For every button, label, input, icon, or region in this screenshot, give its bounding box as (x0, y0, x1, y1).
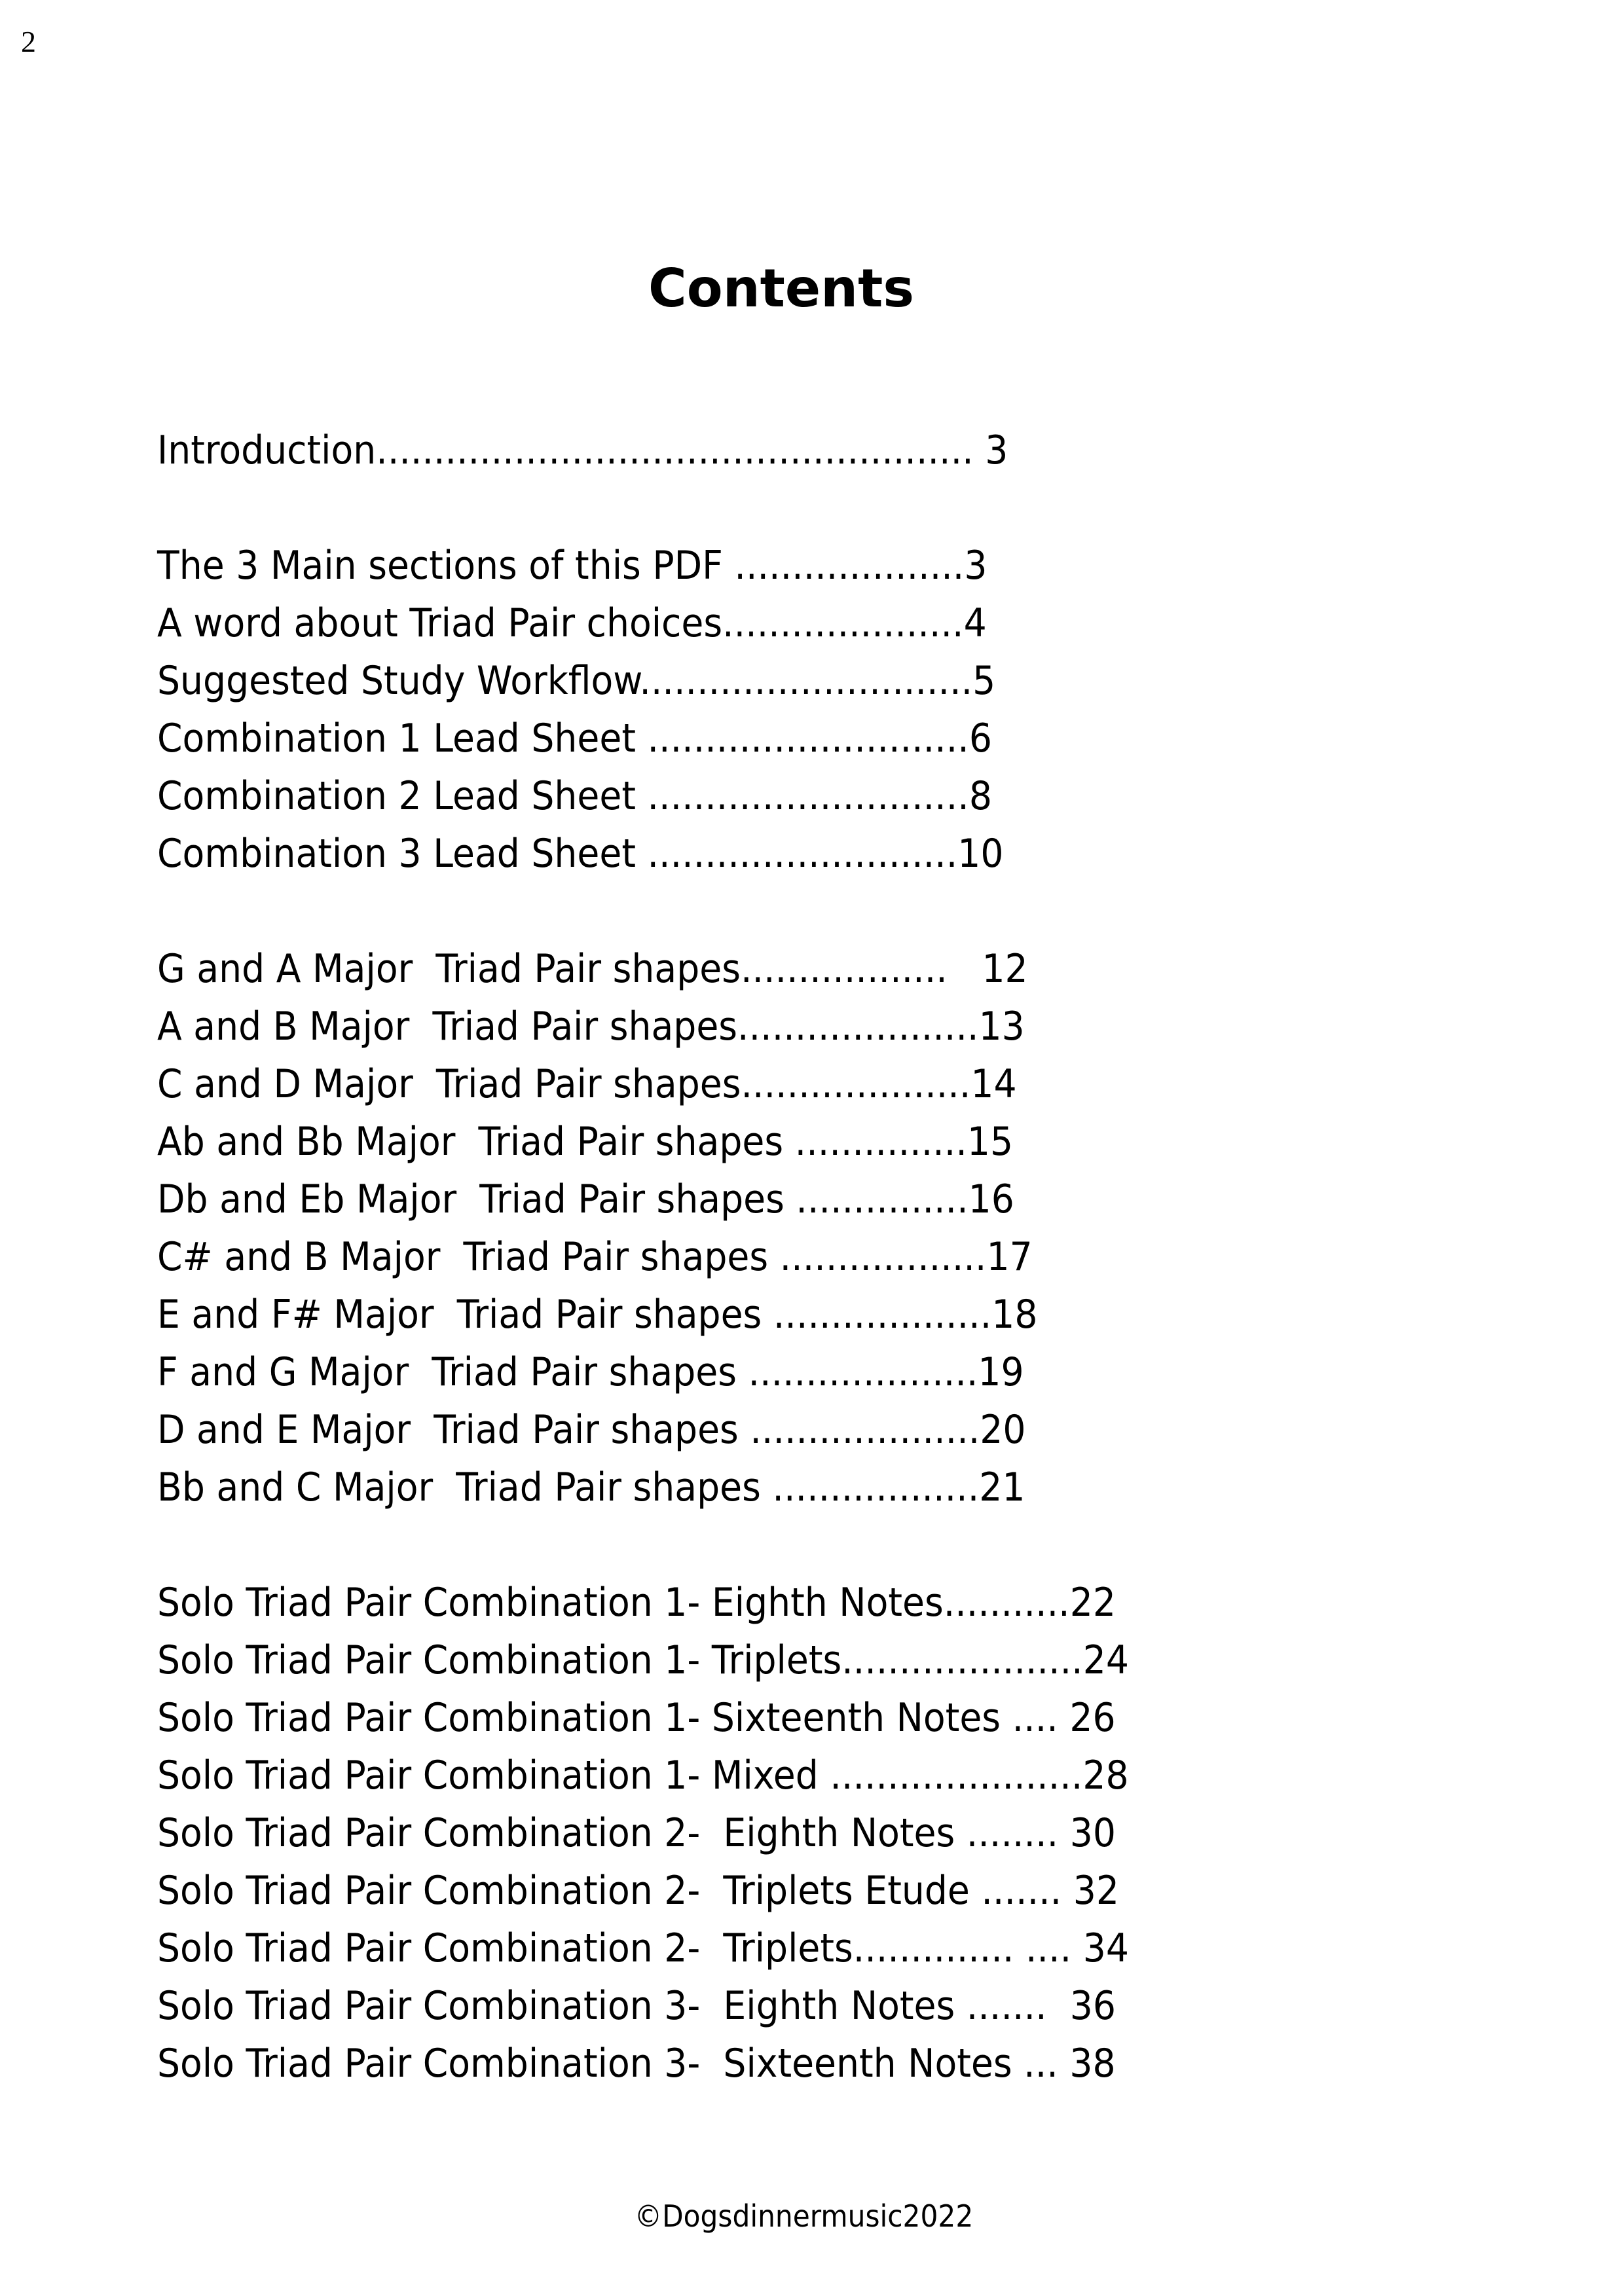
toc-entry-shapes-db-eb: Db and Eb Major Triad Pair shapes ...............16 (157, 1176, 1014, 1222)
toc-entry-lead-sheet-2: Combination 2 Lead Sheet ............................8 (157, 773, 992, 819)
copyright-footer: ©Dogsdinnermusic2022 (634, 2198, 974, 2234)
toc-entry-shapes-c-d: C and D Major Triad Pair shapes....................14 (157, 1061, 1017, 1107)
toc-entry-lead-sheet-3: Combination 3 Lead Sheet ...........................10 (157, 831, 1004, 877)
toc-entry-study-workflow: Suggested Study Workflow.............................5 (157, 658, 996, 704)
toc-entry-shapes-cs-b: C# and B Major Triad Pair shapes ..................17 (157, 1234, 1033, 1280)
toc-entry-solo-2-triplets-etude: Solo Triad Pair Combination 2- Triplets Etude ....... 32 (157, 1868, 1120, 1914)
toc-entry-shapes-a-b: A and B Major Triad Pair shapes.....................13 (157, 1004, 1025, 1049)
toc-entry-solo-1-eighth: Solo Triad Pair Combination 1- Eighth Notes...........22 (157, 1580, 1116, 1626)
toc-entry-shapes-ab-bb: Ab and Bb Major Triad Pair shapes ...............15 (157, 1119, 1014, 1165)
toc-entry-solo-3-sixteenth: Solo Triad Pair Combination 3- Sixteenth Notes ... 38 (157, 2041, 1116, 2086)
toc-entry-introduction: Introduction.................................................... 3 (157, 428, 1008, 473)
toc-entry-shapes-g-a: G and A Major Triad Pair shapes.................. 12 (157, 946, 1028, 992)
toc-entry-solo-1-triplets: Solo Triad Pair Combination 1- Triplets.....................24 (157, 1637, 1129, 1683)
toc-entry-shapes-e-fs: E and F# Major Triad Pair shapes ...................18 (157, 1292, 1038, 1338)
toc-entry-lead-sheet-1: Combination 1 Lead Sheet ............................6 (157, 716, 992, 761)
toc-entry-shapes-bb-c: Bb and C Major Triad Pair shapes ..................21 (157, 1465, 1025, 1510)
toc-entry-solo-2-triplets: Solo Triad Pair Combination 2- Triplets.............. .... 34 (157, 1925, 1129, 1971)
toc-entry-shapes-d-e: D and E Major Triad Pair shapes ....................20 (157, 1407, 1026, 1453)
toc-entry-main-sections: The 3 Main sections of this PDF ....................3 (157, 543, 987, 589)
toc-entry-solo-2-eighth: Solo Triad Pair Combination 2- Eighth Notes ........ 30 (157, 1810, 1116, 1856)
toc-entry-triad-pair-choices: A word about Triad Pair choices.....................4 (157, 600, 987, 646)
toc-entry-solo-3-eighth: Solo Triad Pair Combination 3- Eighth Notes ....... 36 (157, 1983, 1116, 2029)
page-number: 2 (21, 25, 36, 58)
toc-entry-solo-1-sixteenth: Solo Triad Pair Combination 1- Sixteenth Notes .... 26 (157, 1695, 1116, 1741)
page-title: Contents (648, 257, 914, 319)
toc-entry-shapes-f-g: F and G Major Triad Pair shapes ....................19 (157, 1349, 1024, 1395)
toc-entry-solo-1-mixed: Solo Triad Pair Combination 1- Mixed ......................28 (157, 1753, 1129, 1798)
